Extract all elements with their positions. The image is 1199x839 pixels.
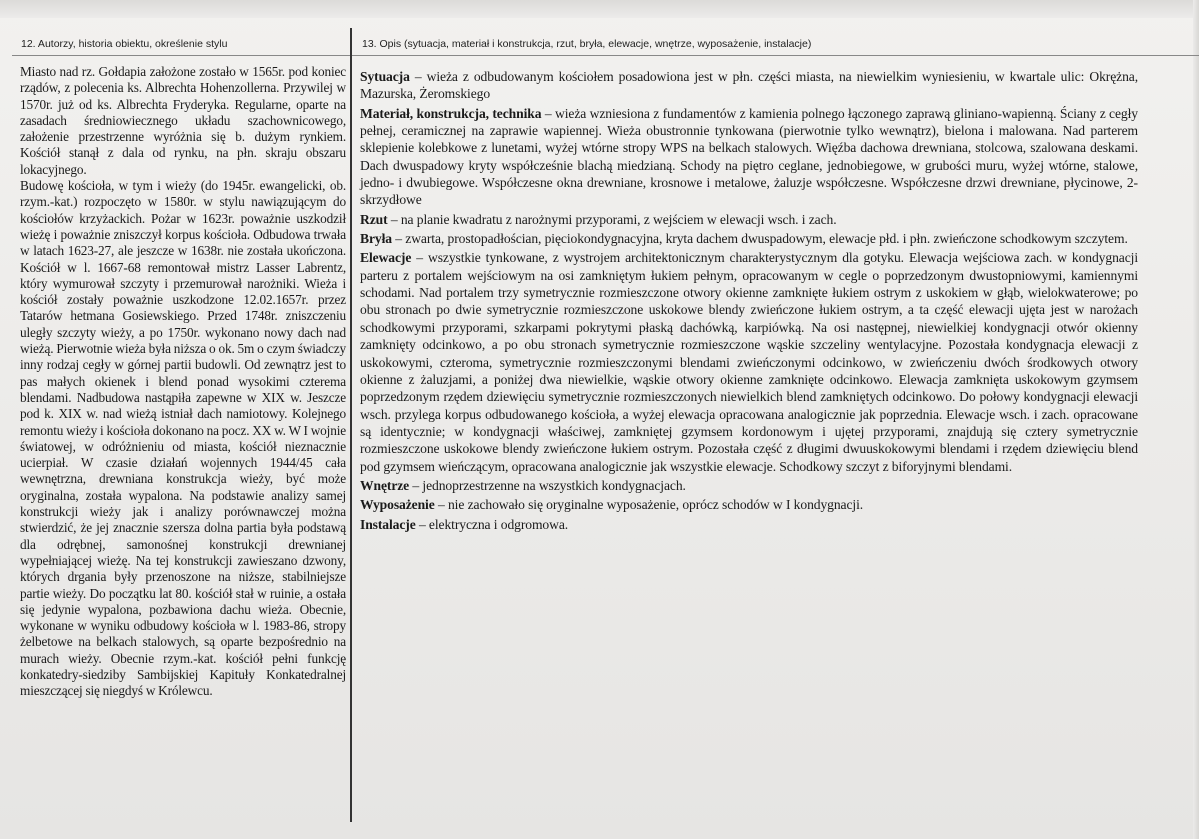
section-text: – na planie kwadratu z narożnymi przyporami, z wejściem w elewacji wsch. i zach. (387, 211, 837, 227)
description-column (360, 68, 1138, 535)
section-13-header: 13. Opis (sytuacja, materiał i konstrukcja, rzut, bryła, elewacje, wnętrze, wyposażenie, instalacje) (362, 38, 812, 50)
section-text: – nie zachowało się oryginalne wyposażenie, oprócz schodów w I kondygnacji. (434, 497, 864, 513)
history-paragraph-town: Miasto nad rz. Gołdapia założone zostało w 1565r. pod koniec rządów, z polecenia ks. Albrechta Hohenzollerna. Przywilej w 1570r. już od ks. Albrechta Fryderyka. Regularne, oparte na zasadach średniowiecznego układu szachownicowego, założenie przestrzenne wyróżnia się b. dużym rynkiem. Kościół stanął z dala od rynku, na płn. skraju obszaru lokacyjnego. (20, 64, 346, 177)
section-wyposazenie (360, 496, 1138, 513)
section-sytuacja (360, 68, 1138, 103)
history-column (20, 64, 346, 700)
paper-edge-right (1193, 0, 1199, 839)
section-label: Wyposażenie (360, 497, 435, 513)
section-label: Wnętrze (360, 477, 410, 493)
section-12-header: 12. Autorzy, historia obiektu, określenie stylu (21, 38, 228, 50)
section-text: – wieża wzniesiona z fundamentów z kamienia polnego łączonego zaprawą gliniano-wapienną. Ściany z cegły pełnej, ceramicznej na zaprawie wapiennej. Wieża obustronnie tynkowana (pierwotnie tylko wewnątrz), bielona i malowana. Nad parterem sklepienie kolebkowe z lunetami, wyżej wtórne stropy WPS na belkach stalowych. Więźba dachowa drewniana, stolcowa, szalowana deskami. Dach dwuspadowy kryty współcześnie blachą miedzianą. Schody na piętro ceglane, jednobiegowe, w grubości muru, wyżej wtórne, stalowe, jedno- i dwubiegowe. Współczesne okna drewniane, krosnowe i metalowe, żaluzje współczesne. Współczesne drzwi drewniane, płycinowe, 2-skrzydłowe (360, 105, 1138, 208)
section-bryla (360, 230, 1138, 247)
paper-edge-shadow (0, 0, 1199, 18)
section-label: Instalacje (360, 516, 416, 532)
section-label: Materiał, konstrukcja, technika (360, 105, 542, 121)
header-divider (12, 55, 1199, 56)
section-text: – wszystkie tynkowane, z wystrojem architektonicznym charakterystycznym dla gotyku. Elewacja wejściowa zach. w kondygnacji parteru z portalem wejściowym na osi zamkniętym łukiem pełnym, opracowanym w cegle o poprzedzonym dwustopniowymi, kamiennymi schodami. Nad portalem trzy symetrycznie rozmieszczone otwory okienne zamknięte łukiem ostrym z uskokiem w głąb, wielokwaterowe; po obu stronach po dwie symetrycznie rozmieszczone uskokowe blendy zwieńczone łukiem ostrym, a ta część elewacji ujęta jest w narożach schodkowymi przyporami, szkarpami pokrytymi płaską dachówką, karpiówką. Na osi następnej, niewielkiej kondygnacji otwór okienny zamknięty odcinkowo, a po obu stronach symetrycznie rozmieszczone wąskie szczeliny wentylacyjne. Pozostała kondygnacja elewacji z uskokowymi, czteroma, symetrycznie rozmieszczonymi blendami zwieńczonymi odcinkowo, w zwieńczeniu dwóch środkowych otwory okienne z żaluzjami, a poniżej dwa niewielkie, wąskie otwory okienne zamknięte odcinkowo. Elewacja zamknięta uskokowym gzymsem poprzedzonym rzędem dziewięciu symetrycznie rozmieszczonych niewielkich blend zamkniętych odcinkowo. Do połowy kondygnacji elewacji wsch. przylega korpus odbudowanego kościoła, a wyżej elewacja opracowana analogicznie jak poprzednia. Elewacje wsch. i zach. opracowane są identycznie; w kondygnacji właściwej, zamkniętej gzymsem kordonowym i ujętej przyporami, znajdują się cztery symetrycznie rozmieszczone uskokowe blendy zwieńczone łukiem ostrym. Pozostała część z długimi dwuuskokowymi blendami i rzędem dziewięciu blend pod gzymsem wieńczącym, opracowana analogicznie jak wszystkie elewacje. Schodkowy szczyt z biforyjnymi blendami. (360, 250, 1138, 474)
section-wnetrze (360, 477, 1138, 494)
section-material (360, 105, 1138, 209)
section-label: Elewacje (360, 250, 412, 266)
section-label: Rzut (360, 211, 388, 227)
section-text: – elektryczna i odgromowa. (415, 516, 569, 532)
section-elewacje (360, 249, 1138, 474)
section-text: – jednoprzestrzenne na wszystkich kondygnacjach. (409, 477, 686, 493)
column-divider (350, 28, 352, 822)
section-text: – zwarta, prostopadłościan, pięciokondygnacyjna, kryta dachem dwuspadowym, elewacje płd. i płn. zwieńczone schodkowym szczytem. (391, 231, 1128, 247)
section-label: Sytuacja (360, 69, 410, 84)
section-label: Bryła (360, 231, 392, 247)
section-instalacje (360, 516, 1138, 533)
section-rzut (360, 211, 1138, 228)
section-text: – wieża z odbudowanym kościołem posadowiona jest w płn. części miasta, na niewielkim wyniesieniu, w kwartale ulic: Okrężna, Mazurska, Żeromskiego (360, 69, 1138, 102)
history-paragraph-church: Budowę kościoła, w tym i wieży (do 1945r. ewangelicki, ob. rzym.-kat.) rozpoczęto w 1580r. w stylu nawiązującym do kościołów krzyżackich. Pożar w 1623r. poważnie uszkodził wieżę i poważnie zniszczył korpus kościoła. Odbudowa trwała w latach 1623-27, ale jeszcze w 1638r. nie została ukończona. Kościół w l. 1667-68 remontował mistrz Lasser Labrentz, który wymurował szczyty i przemurował narożniki. Wieża i kościół zostały poważnie uszkodzone 12.02.1657r. przez Tatarów hetmana Gosiewskiego. Przed 1748r. zniszczeniu uległy szczyty wieży, a po 1750r. wykonano nowy dach nad wieżą. Pierwotnie wieża była niższa o ok. 5m o czym świadczy inny rodzaj cegły w górnej partii budowli. Od zewnątrz jest to pas małych okienek i blend ponad wysokimi czterema blendami. Nadbudowa nastąpiła zapewne w XIX w. Jeszcze pod k. XIX w. nad wieżą istniał dach namiotowy. Kolejnego remontu wieży i kościoła dokonano na pocz. XX w. W I wojnie światowej, w odróżnieniu od miasta, kościół nieznacznie ucierpiał. W czasie działań wojennych 1944/45 cała wewnętrzna, drewniana konstrukcja wieży, być może oryginalna, została wypalona. Na podstawie analizy samej konstrukcji wieży jak i analizy porównawczej można stwierdzić, że jej znacznie szersza dolna partia była podstawą dla odrębnej, samonośnej konstrukcji drewnianej wypełniającej wieżę. Na tej konstrukcji zawieszano dzwony, których drgania były przenoszone na niższe, stabilniejsze partie wieży. Do początku lat 80. kościół stał w ruinie, a ostała się jedynie wypalona, pozbawiona dachu wieża. Obecnie, wykonane w wyniku odbudowy kościoła w l. 1983-86, stropy żelbetowe na belkach stalowych, są oparte bezpośrednio na murach wieży. Obecnie rzym.-kat. kościół pełni funkcję konkatedry-siedziby Sambijskiej Kapituły Konkatedralnej mieszczącej się niegdyś w Królewcu. (20, 178, 346, 699)
